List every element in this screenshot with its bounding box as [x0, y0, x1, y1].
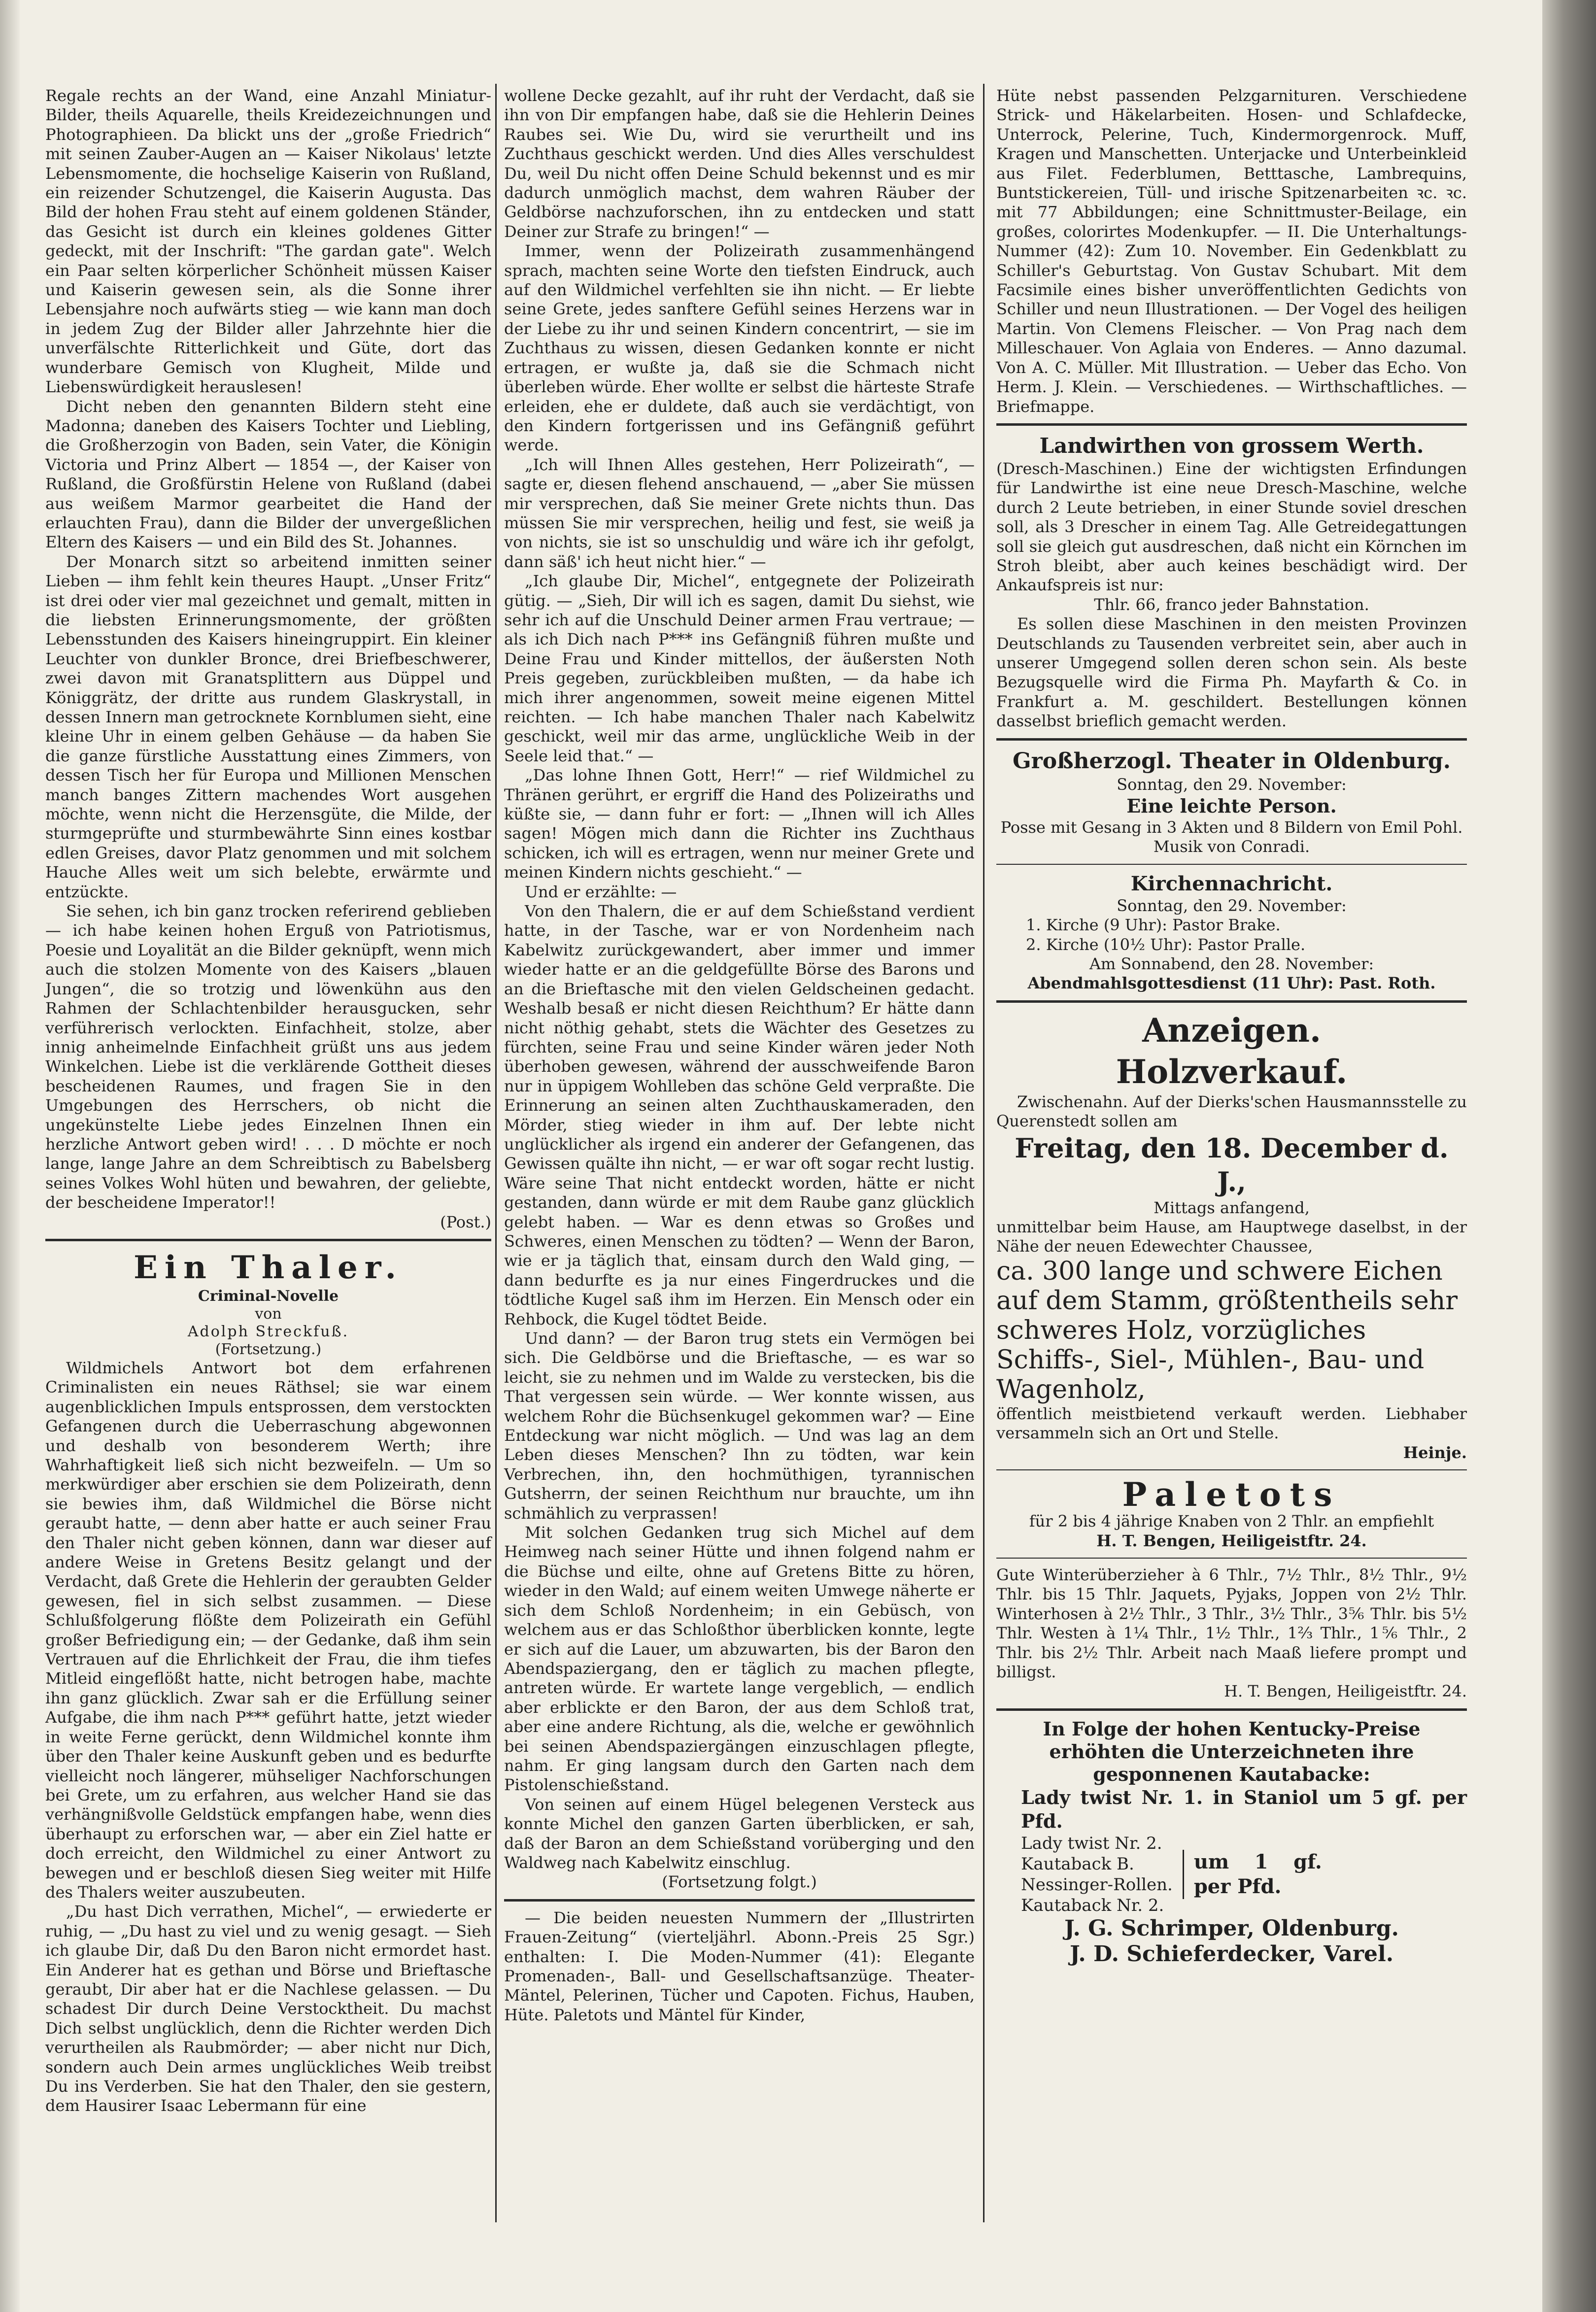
paletot-title: Paletots: [1122, 1475, 1341, 1514]
tobacco-item: Kautaback B.: [1021, 1854, 1134, 1874]
wood-sale-lot: ca. 300 lange und schwere Eichen auf dem Stamm, größtentheils sehr schweres Holz, vorzügliches Schiffs-, Siel-, Mühlen-, Bau- und Wagenholz,: [996, 1256, 1458, 1404]
section-divider: [996, 1708, 1467, 1711]
novel-paragraph: Von seinen auf einem Hügel belegenen Versteck aus konnte Michel den ganzen Garten überblicken, er sah, daß der Baron an dem Schießstand vorüberging und den Waldweg nach Kabelwitz einschlug.: [504, 1795, 975, 1872]
tobacco-price-group: [996, 1833, 1467, 1916]
article-paragraph: Regale rechts an der Wand, eine Anzahl Miniatur-Bilder, theils Aquarelle, theils Kreidezeichnungen und Photographieen. Da blickt uns der „große Friedrich“ mit seinen Zauber-Augen an — Kaiser Nikolaus' letzte Lebensmomente, die hochselige Kaiserin von Rußland, ein reizender Schutzengel, die Kaiserin Augusta. Das Bild der hohen Frau steht auf einem goldenen Ständer, das Gesicht ist durch ein kleines goldenes Gitter gedeckt, mit der Inschrift: "The gardan gate". Welch ein Paar selten körperlicher Schönheit müssen Kaiser und Kaiserin gewesen sein, als die Sonne ihrer Lebensjahre noch aufwärts stieg — wie kann man doch in jedem Zug der Bilder aller Jahrzehnte hier die unverfälschte Ritterlichkeit und Güte, dort das wunderbare Gemisch von Klugheit, Milde und Liebenswürdigkeit herauslesen!: [45, 86, 491, 397]
section-divider: [996, 423, 1467, 426]
church-service-1: 1. Kirche (9 Uhr): Pastor Brake.: [1026, 916, 1281, 935]
wood-sale-title: Holzverkauf.: [1116, 1052, 1348, 1091]
tobacco-price: um 1 gf. per Pfd.: [1183, 1850, 1322, 1899]
magazine-notice: — Die beiden neuesten Nummern der „Illustrirten Frauen-Zeitung“ (vierteljährl. Abonn.-Preis 25 Sgr.) enthalten: I. Die Moden-Nummer (41): Elegante Promenaden-, Ball- und Gesellschaftsanzüge. Theater-Mäntel, Pelerinen, Tücher und Capoten. Fichus, Hauben, Hüte. Paletots und Mäntel für Kinder,: [504, 1908, 975, 2024]
novel-by: von: [255, 1305, 282, 1323]
section-divider: [996, 738, 1467, 741]
novel-paragraph: „Ich will Ihnen Alles gestehen, Herr Polizeirath“, — sagte er, diesen flehend anschauend, — „aber Sie müssen mir versprechen, daß Sie meiner Grete nichts thun. Das müssen Sie mir versprechen, heilig und fest, sie weiß ja von nichts, sie ist so unschuldig und wäre ich ihr gefolgt, dann säß' ich heut nicht hier.“ —: [504, 455, 975, 571]
wood-sale-end: öffentlich meistbietend verkauft werden. Liebhaber versammeln sich an Ort und Stelle.: [996, 1404, 1467, 1443]
section-divider: [996, 1558, 1467, 1559]
page-binding-edge: [0, 0, 20, 2312]
page-outer-edge: [1542, 0, 1596, 2312]
column-divider: [495, 84, 497, 2222]
church-service-2: 2. Kirche (10½ Uhr): Pastor Pralle.: [1026, 935, 1306, 954]
farm-ad-body-2: Es sollen diese Maschinen in den meisten Provinzen Deutschlands zu Tausenden verbreitet sein, aber auch in unserer Umgegend sollen deren schon sein. Als beste Bezugsquelle wird die Firma Ph. Mayfarth & Co. in Frankfurt a. M. geschildert. Bestellungen können dasselbst brieflich gemacht werden.: [996, 614, 1467, 731]
wood-sale-signature: Heinje.: [1403, 1443, 1467, 1462]
magazine-notice-continued: Hüte nebst passenden Pelzgarnituren. Verschiedene Strick- und Häkelarbeiten. Hosen- und Schlafdecke, Unterrock, Pelerine, Tuch, Kindermorgenrock. Muff, Kragen und Manschetten. Unterjacke und Unterbeinkleid aus Filet. Federblumen, Betttasche, Lambrequins, Buntstickereien, Tüll- und irische Spitzenarbeiten ꝛc. ꝛc. mit 77 Abbildungen; eine Schnittmuster-Beilage, ein großes, colorirtes Modenkupfer. — II. Die Unterhaltungs-Nummer (42): Zum 10. November. Ein Gedenkblatt zu Schiller's Geburtstag. Von Gustav Schubart. Mit dem Facsimile eines bisher unveröffentlichten Gedichts von Schiller und neun Illustrationen. — Der Vogel des heiligen Martin. Von Clemens Fleischer. — Von Prag nach dem Milleschauer. Von Aglaia von Enderes. — Anno dazumal. Von A. C. Müller. Mit Illustration. — Ueber das Echo. Von Herm. J. Klein. — Verschiedenes. — Wirthschaftliches. — Briefmappe.: [996, 86, 1467, 416]
article-paragraph: Dicht neben den genannten Bildern steht eine Madonna; daneben des Kaisers Tochter und Liebling, die Großherzogin von Baden, sein Vater, die Königin Victoria und Prinz Albert — 1854 —, der Kaiser von Rußland, die Großfürstin Helene von Rußland (dabei aus weißem Marmor gearbeitet die Hand der erlauchten Frau), dann die Bilder der unvergeßlichen Eltern des Kaisers — und ein Bild des St. Johannes.: [45, 397, 491, 552]
church-title: Kirchennachricht.: [1130, 872, 1333, 895]
wood-sale-intro: Zwischenahn. Auf der Dierks'schen Hausmannsstelle zu Querenstedt sollen am: [996, 1092, 1467, 1131]
novel-paragraph: Und dann? — der Baron trug stets ein Vermögen bei sich. Die Geldbörse und die Brieftasche, — es war so leicht, sie zu nehmen und im Walde zu verstecken, bis die That vergessen sein würde. — Wer konnte wissen, aus welchem Rohr die Büchsenkugel gekommen war? — Eine Entdeckung war nicht möglich. — Und was lag an dem Leben dieses Menschen? Ihn zu tödten, war kein Verbrechen, ihn, den hochmüthigen, tyrannischen Gutsherrn, der seinen Reichthum nur brauchte, um ihn schmählich zu verprassen!: [504, 1329, 975, 1523]
winter-clothing-signature: H. T. Bengen, Heiligeistftr. 24.: [1224, 1682, 1467, 1701]
church-communion: Abendmahlsgottesdienst (11 Uhr): Past. Roth.: [1027, 974, 1436, 993]
paletot-line: für 2 bis 4 jährige Knaben von 2 Thlr. an empfiehlt: [1029, 1512, 1434, 1531]
farm-ad-body: (Dresch-Maschinen.) Eine der wichtigsten Erfindungen für Landwirthe ist eine neue Dresch-Maschine, welche durch 2 Leute betrieben, in einer Stunde soviel dreschen soll, als 3 Drescher in einem Tag. Alle Getreidegattungen soll sie gleich gut ausdreschen, daß nicht ein Körnchen im Stroh bleibt, aber auch keines beschädigt wird. Der Ankaufspreis ist nur:: [996, 459, 1467, 595]
tobacco-list: [1021, 1833, 1173, 1916]
theater-description: Posse mit Gesang in 3 Akten und 8 Bildern von Emil Pohl. Musik von Conradi.: [1000, 818, 1463, 856]
novel-paragraph: Wildmichels Antwort bot dem erfahrenen Criminalisten ein neues Räthsel; sie war einem augenblicklichen Impuls entsprossen, dem verstockten Gefangenen durch die Ueberraschung abgewonnen und deshalb von besonderem Werth; ihre Wahrhaftigkeit ließ sich nicht bezweifeln. — Um so merkwürdiger aber erschien sie dem Polizeirath, denn sie bewies ihm, daß Wildmichel die Börse nicht geraubt hatte, — denn aber hatte er auch seiner Frau den Thaler nicht geben können, dann war dieser auf andere Weise in Gretens Besitz gelangt und der Verdacht, daß Grete die Hehlerin der geraubten Gelder gewesen, fiel in sich selbst zusammen. — Diese Schlußfolgerung flößte dem Polizeirath ein Gefühl großer Befriedigung ein; — der Gedanke, daß ihm sein Vertrauen auf die Ehrlichkeit der Frau, die ihm tiefes Mitleid eingeflößt hatte, nicht betrogen habe, machte ihn ganz glücklich. Zwar sah er die Erfüllung seiner Aufgabe, die ihm nach P*** geführt hatte, jetzt wieder in weite Ferne gerückt, denn Wildmichel konnte ihm über den Thaler keine Auskunft geben und es bedurfte vielleicht noch längerer, mühseliger Nachforschungen bei Grete, um zu erfahren, aus welcher Hand sie das verhängnißvolle Geldstück empfangen habe, wenn dies überhaupt zu erforschen war, — aber ein Ziel hatte er doch erreicht, den Wildmichel zu einer Antwort zu bewegen und er beschloß diesen Sieg weiter mit Hilfe des Thalers weiter auszubeuten.: [45, 1358, 491, 1902]
column-1: [45, 86, 491, 2116]
novel-paragraph: „Ich glaube Dir, Michel“, entgegnete der Polizeirath gütig. — „Sieh, Dir will ich es sagen, damit Du siehst, wie sehr ich auf die Unschuld Deiner armen Frau vertraue; — als ich Dich nach P*** ins Gefängniß führen mußte und Deine Frau und Kinder mittellos, der äußersten Noth Preis gegeben, zurückbleiben mußten, — da habe ich mich ihrer angenommen, soweit meine eigenen Mittel reichten. — Ich habe manchen Thaler nach Kabelwitz geschickt, weil mir das arme, unglückliche Weib in der Seele leid that.“ —: [504, 572, 975, 765]
tobacco-firm-1: J. G. Schrimper, Oldenburg.: [1064, 1915, 1399, 1941]
article-paragraph: Sie sehen, ich bin ganz trocken referirend geblieben — ich habe keinen hohen Erguß von Patriotismus, Poesie und Loyalität an die Bilder geknüpft, wenn mich auch die stolzen Momente von des Kaisers „blauen Jungen“, die so trotzig und löwenkühn aus den Rahmen der Schlachtenbilder herausgucken, sehr verführerisch verlockten. Einfachheit, stolze, aber innig anheimelnde Einfachheit grüßt uns aus jedem Winkelchen. Liebe ist die verklärende Gottheit dieses bescheidenen Raumes, und fragen Sie in den Umgebungen des Herrschers, ob nicht die ungekünstelte Liebe jedes Einzelnen Ihnen ein herzliche Antwort geben wird! . . . D möchte er noch lange, lange Jahre an dem Schreibtisch zu Babelsberg seines Volkes Wohl hüten und bewahren, der geliebte, der bescheidene Imperator!!: [45, 902, 491, 1212]
column-divider: [983, 84, 985, 2222]
novel-paragraph: Mit solchen Gedanken trug sich Michel auf dem Heimweg nach seiner Hütte und ihnen folgend nahm er die Büchse und eilte, ohne auf Gretens Bitte zu hören, wieder in den Wald; auf einem weiten Umwege näherte er sich dem Schloß Nordenheim; in ein Gebüsch, von welchem aus er das Schloßthor überblicken konnte, legte er sich auf die Lauer, um abzuwarten, bis der Baron den Abendspaziergang, den er täglich zu machen pflegte, antreten würde. Er wartete lange vergeblich, — endlich aber erblickte er den Baron, der aus dem Schloß trat, aber eine andere Richtung, als die, welche er gewöhnlich bei seinen Abendspaziergängen einzuschlagen pflegte, nahm. Er ging langsam durch den Garten nach dem Pistolenschießstand.: [504, 1523, 975, 1795]
section-divider: [45, 1239, 491, 1241]
tobacco-item: Nessinger-Rollen.: [1021, 1874, 1173, 1895]
tobacco-title: In Folge der hohen Kentucky-Preise erhöhten die Unterzeichneten ihre gesponnenen Kautabacke:: [1043, 1717, 1421, 1785]
church-date: Sonntag, den 29. November:: [1117, 896, 1347, 915]
winter-clothing-body: Gute Winterüberzieher à 6 Thlr., 7½ Thlr., 8½ Thlr., 9½ Thlr. bis 15 Thlr. Jaquets, Pyjaks, Joppen von 2½ Thlr. Winterhosen à 2½ Thlr., 3 Thlr., 3½ Thlr., 3⅚ Thlr. bis 5½ Thlr. Westen à 1¼ Thlr., 1½ Thlr., 1⅔ Thlr., 1⅚ Thlr., 2 Thlr. bis 2½ Thlr. Arbeit nach Maaß liefere prompt und billigst.: [996, 1565, 1467, 1681]
novel-paragraph: „Das lohne Ihnen Gott, Herr!“ — rief Wildmichel zu Thränen gerührt, er ergriff die Hand des Polizeiraths und küßte sie, — dann fuhr er fort: — „Ihnen will ich Alles sagen! Mögen mich dann die Richter ins Zuchthaus schicken, ich will es ertragen, wenn nur meiner Grete und meinen Kindern nichts geschieht.“ —: [504, 766, 975, 882]
article-paragraph: Der Monarch sitzt so arbeitend inmitten seiner Lieben — ihm fehlt kein theures Haupt. „Unser Fritz“ ist drei oder vier mal gezeichnet und gemalt, mitten in die liebsten Erinnerungsmomente, der größten Lebensstunden des Kaisers hineingruppirt. Ein kleiner Leuchter von dunkler Bronce, drei Briefbeschwerer, zwei davon mit Granatsplittern aus Düppel und Königgrätz, der dritte aus rundem Glaskrystall, in dessen Innern man getrocknete Kornblumen sieht, eine kleine Uhr in einem gelben Gehäuse — da haben Sie die ganze fürstliche Ausstattung eines Zimmers, von dessen Tisch her für Europa und Millionen Menschen manch banges Zittern machendes Wort ausgehen möchte, wenn nicht die Herzensgüte, die Milde, der sturmgeprüfte und sturmbewährte Sinn eines kostbar edlen Greises, davor Platz genommen und mit solchem Hauche Alles weit um sich belebte, erwärmte und entzückte.: [45, 552, 491, 901]
novel-genre: Criminal-Novelle: [198, 1287, 339, 1305]
theater-date: Sonntag, den 29. November:: [1117, 775, 1347, 794]
novel-title: Ein Thaler.: [134, 1249, 403, 1286]
tobacco-item: Lady twist Nr. 2.: [1021, 1833, 1162, 1853]
novel-paragraph: „Du hast Dich verrathen, Michel“, — erwiederte er ruhig, — „Du hast zu viel und zu wenig gesagt. — Sieh ich glaube Dir, daß Du den Baron nicht ermordet hast. Ein Anderer hat es gethan und Börse und Brieftasche geraubt, Dir aber hat er die Nachlese gelassen. — Du schadest Dir durch Deine Verstocktheit. Du machst Dich selbst unglücklich, denn die Richter werden Dich verurtheilen als Raubmörder; — aber nicht nur Dich, sondern auch Dein armes unglückliches Weib treibst Du ins Verderben. Sie hat den Thaler, den sie gestern, dem Hausirer Isaac Lebermann für eine: [45, 1902, 491, 2115]
column-3: [996, 86, 1467, 1967]
section-divider: [504, 1899, 975, 1902]
church-saturday: Am Sonnabend, den 28. November:: [1089, 954, 1374, 974]
theater-title: Großherzogl. Theater in Oldenburg.: [1012, 748, 1451, 774]
paletot-dealer: H. T. Bengen, Heiligeistftr. 24.: [1096, 1531, 1367, 1550]
farm-ad-title: Landwirthen von grossem Werth.: [1039, 433, 1424, 458]
section-divider: [996, 864, 1467, 865]
novel-author: Adolph Streckfuß.: [187, 1323, 349, 1340]
tobacco-item: Kautaback Nr. 2.: [1021, 1895, 1164, 1915]
wood-sale-date: Freitag, den 18. December d. J.,: [1015, 1132, 1449, 1197]
novel-to-be-continued: (Fortsetzung folgt.): [662, 1872, 817, 1892]
ads-heading: Anzeigen.: [1142, 1011, 1321, 1050]
theater-play: Eine leichte Person.: [1126, 795, 1337, 817]
novel-paragraph: Und er erzählte: —: [525, 882, 677, 901]
wood-sale-location: unmittelbar beim Hause, am Hauptwege daselbst, in der Nähe der neuen Edewechter Chaussee,: [996, 1218, 1467, 1256]
section-divider: [996, 1000, 1467, 1003]
farm-ad-price: Thlr. 66, franco jeder Bahnstation.: [1094, 595, 1369, 614]
novel-continuation: (Fortsetzung.): [215, 1340, 322, 1358]
novel-paragraph: wollene Decke gezahlt, auf ihr ruht der Verdacht, daß sie ihn von Dir empfangen habe, daß sie die Hehlerin Deines Raubes sei. Wie Du, wird sie verurtheilt und ins Zuchthaus geschickt werden. Und dies Alles verschuldest Du, weil Du nicht offen Deine Schuld bekennst und es mir dadurch unmöglich machst, dem wahren Räuber der Geldbörse nachzuforschen, ihn zu entdecken und statt Deiner zur Strafe zu bringen!“ —: [504, 86, 975, 241]
section-divider: [996, 1469, 1467, 1470]
novel-paragraph: Von den Thalern, die er auf dem Schießstand verdient hatte, in der Tasche, war er von Nordenheim nach Kabelwitz zurückgewandert, aber immer und immer wieder hatte er an die geldgefüllte Börse des Barons und an die Brieftasche mit den vielen Geldscheinen gedacht. Weshalb besaß er nicht diesen Reichthum? Er hätte dann nicht nöthig gehabt, stets die Wächter des Gesetzes zu fürchten, seine Frau und seine Kinder wären jeder Noth überhoben gewesen, während der ausschweifende Baron nur in üppigem Wohlleben das schöne Geld verpraßte. Die Erinnerung an seinen alten Zuchthauskameraden, den Mörder, stieg wieder in ihm auf. Der lebte nicht unglücklicher als irgend ein anderer der Gefangenen, das Gewissen quälte ihn nicht, — er war oft sogar recht lustig. Wäre seine That nicht entdeckt worden, hätte er nicht gestanden, dann würde er mit dem Raube ganz glücklich gelebt haben. — War es denn etwas so Großes und Schweres, einen Menschen zu tödten? — Wenn der Baron, wie er ja täglich that, einsam durch den Wald ging, — dann bedurfte es ja nur eines Fingerdruckes und die tödtliche Kugel saß ihm im Herzen. Ein Mensch oder ein Rehbock, die Kugel tödtet Beide.: [504, 902, 975, 1328]
novel-paragraph: Immer, wenn der Polizeirath zusammenhängend sprach, machten seine Worte den tiefsten Eindruck, auch auf den Wildmichel verfehlten sie ihn nicht. — Er liebte seine Grete, jedes sanftere Gefühl seines Herzens war in der Liebe zu ihr und seinen Kindern concentrirt, — sie im Zuchthaus zu wissen, diesen Gedanken konnte er nicht ertragen, er wußte ja, daß sie die Schmach nicht überleben würde. Eher wollte er selbst die härteste Strafe erleiden, ehe er duldete, daß auch sie verdächtigt, von den Kindern fortgerissen und ins Gefängniß geführt werde.: [504, 241, 975, 455]
column-2: [504, 86, 975, 2025]
tobacco-item-1: Lady twist Nr. 1. in Staniol um 5 gf. per Pfd.: [1021, 1786, 1467, 1832]
tobacco-firm-2: J. D. Schieferdecker, Varel.: [1069, 1941, 1394, 1967]
article-source: (Post.): [440, 1212, 491, 1231]
wood-sale-time: Mittags anfangend,: [1154, 1198, 1310, 1217]
